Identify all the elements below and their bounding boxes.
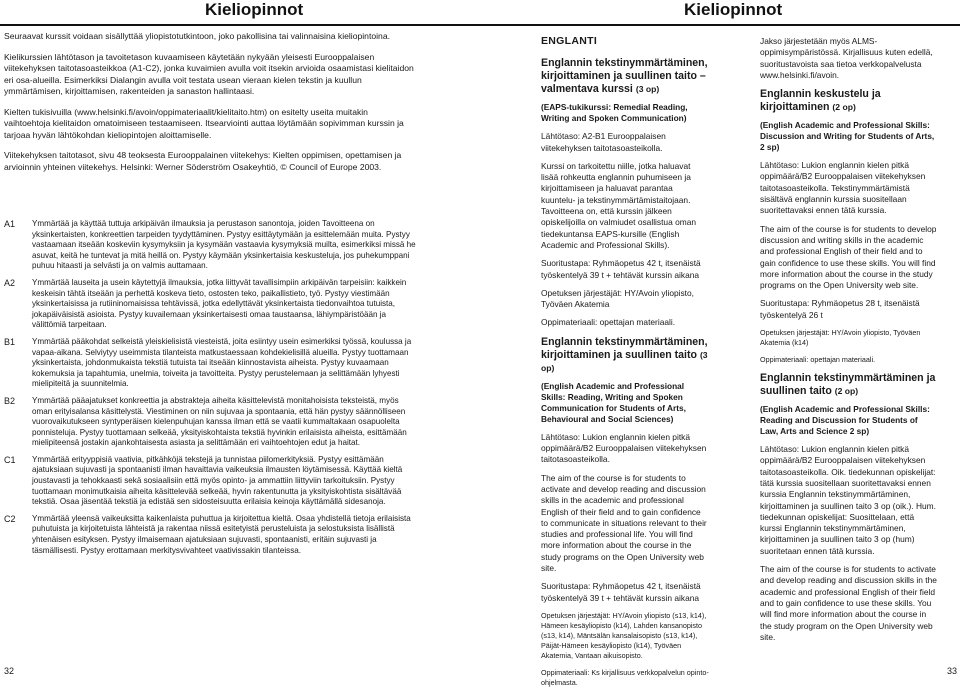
course-credits: (3 op) xyxy=(635,84,660,95)
course-material: Oppimateriaali: opettajan materiaali. xyxy=(541,317,676,328)
course-schedule: Suoritustapa: Ryhmäopetus 42 t, itsenäistä työskentelyä 39 t + tehtävät kurssin aikana xyxy=(541,581,701,603)
level-code: A2 xyxy=(4,277,16,288)
page-title: Kieliopinnot xyxy=(205,0,304,19)
course-name: Englannin tekstinymmärtäminen ja suullinen taito xyxy=(760,372,936,398)
level-row xyxy=(4,396,416,449)
course-title xyxy=(541,336,709,375)
level-code: C2 xyxy=(4,513,16,524)
level-description: Ymmärtää erityyppisiä vaativia, pitkähköjä tekstejä ja tunnistaa piilomerkityksiä. Pystyy esittämään ajatuksiaan sujuvasti ja spontaanisti ilman havaittavia vaikeuksia ilmausten löytämisessä. Käyttää kieltä joustavasti ja tehokkaasti sekä sosiaalisiin että myös opinto- ja ammattiin liittyviin tarkoituksiin. Pystyy tuottamaan monimutkaisia aiheita käsittelevää selkeää, hyvin rakentunutta ja yksityiskohtista sisältävää tekstiä. Osaa jäsentää tekstiä ja edistää sen sidosteisuutta erilaisia keinoja käyttämällä sidesanoja. xyxy=(32,454,403,507)
intro-paragraph: Kielikurssien lähtötason ja tavoitetason kuvaamiseen käytetään nykyään yleisesti Eurooppalaisen viitekehyksen taitotasoasteikkoa (A1-C2), jonka kuvaimien avulla voit itsekin arvioida osaamistasi kielitaidon eri osa-alueilla. Esimerkiksi Dialangin avulla voit testata usean vieraan kielen tekstin ja kuullun ymmärtämisen, kirjoittamisen, rakenteiden ja sanaston hallintaasi. xyxy=(4,51,414,96)
course-organizer: Opetuksen järjestäjät: HY/Avoin yliopisto, Työväen Akatemia (k14) xyxy=(760,328,921,348)
course-title xyxy=(760,88,938,114)
course-credits: (2 op) xyxy=(834,386,859,397)
course-material: Oppimateriaali: opettajan materiaali. xyxy=(760,355,876,365)
page-title: Kieliopinnot xyxy=(684,0,783,19)
intro-text xyxy=(4,31,416,182)
course-intro: Jakso järjestetään myös ALMS-oppimisympäristössä. Kirjallisuus kuten edellä, suoritustavoista saa tietoa verkkopalvelusta www.helsinki.fi/avoin. xyxy=(760,36,933,80)
level-row xyxy=(4,455,416,508)
level-code: B2 xyxy=(4,395,16,406)
header-divider xyxy=(0,24,480,26)
course-name: Englannin keskustelu ja kirjoittaminen xyxy=(760,88,881,114)
course-level: Lähtötaso: Lukion englannin kielen pitkä oppimäärä/B2 Eurooppalaisen viitekehyksen taitotasoasteikolla. xyxy=(541,431,707,465)
course-material: Oppimateriaali: Ks kirjallisuus verkkopalvelun opinto-ohjelmasta. xyxy=(541,667,709,687)
course-name: Englannin tekstinymmärtäminen, kirjoittaminen ja suullinen taito xyxy=(541,335,708,361)
course-organizer: Opetuksen järjestäjät: HY/Avoin yliopisto, Työväen Akatemia xyxy=(541,287,694,310)
level-code: A1 xyxy=(4,219,16,229)
course-description: The aim of the course is for students to activate and develop reading and discussion skills in the academic and professional English of their field and to gain confidence to communicate in situations relevant to their studies and professional life. You will find more information about the course in the study programs on the Open University web site. xyxy=(541,472,707,574)
course-description: Kurssi on tarkoitettu niille, jotka haluavat lisää rohkeutta englannin puhumiseen ja kirjoittamiseen ja haluavat parantaa kuuntelu- ja tekstinymmärtämistaitojaan. Tavoitteena on, että kurssin jälkeen opiskelijoilla on valmiudet osallistua oman tiedekuntansa EAPS-kursille (English Academic and Professional Skills). xyxy=(541,160,697,250)
level-row xyxy=(4,219,416,272)
source-citation: Viitekehyksen taitotasot, sivu 48 teoksesta Eurooppalainen viitekehys: Kielten oppimisen, opettamisen ja arvioinnin yhteinen viitekehys. Helsinki: Werner Söderström Osakeyhtiö, © Council of Europe 2003. xyxy=(4,150,402,172)
level-description: Ymmärtää lauseita ja usein käytettyjä ilmauksia, jotka liittyvät tavallisimpiin arkipäivän tarpeisiin: kaikkein keskeisin tähtä itseään ja perhettä koskeva tieto, ostosten teko, paikallistieto, työ. Pystyy viestimään yksinkertaisissa ja rutiininomaisissa tehtävissä, jotka edellyttävät yksinkertaista tiedonvaihtoa tutuista, jokapäiväisistä asioista. Pystyy kuvailemaan yksinkertaisesti omaa taustaansa, lähiympäristöään ja välittömiä tarpeitaan. xyxy=(32,277,407,330)
course-subtitle: (English Academic and Professional Skills: Reading and Discussion for Students of Law, Arts and Science 2 sp) xyxy=(760,404,930,437)
course-description: The aim of the course is for students to activate and develop reading and discussion skills in the academic and professional English of their field and to gain confidence to use these skills. You will find more information about the course in the study program on the Open University web site. xyxy=(760,564,937,642)
level-row xyxy=(4,337,416,390)
course-title xyxy=(760,372,938,398)
level-description: Ymmärtää yleensä vaikeuksitta kaikenlaista puhuttua ja kirjoitettua kieltä. Osaa yhdistellä tietoja erilaisista puhutuista ja kirjoitetuista lähteistä ja rakentaa niissä esitetyistä perusteluista ja selostuksista lisällistä yhtenäisen esityksen. Pystyy ilmaisemaan ajatuksiaan sujuvasti, spontaanisti, eritäin sujuvasti ja täsmällisesti. Pystyy erottamaan merkitysvivahteet vaativissakin tilanteissa. xyxy=(32,513,411,555)
page-number: 32 xyxy=(4,666,15,676)
course-title xyxy=(541,57,709,96)
level-code: C1 xyxy=(4,454,16,465)
course-level: Lähtötaso: Lukion englannin kielen pitkä oppimäärä/B2 Eurooppalaisen viitekehyksen taitotasoasteikolla. Tekstinymmärtämistä sisältävä englannin kurssia suositellaan suoritettavaksi ennen tätä kurssia. xyxy=(760,160,926,216)
course-level: Lähtötaso: Lukion englannin kielen pitkä oppimäärä/B2 Eurooppalaisen viitekehyksen taitotasoasteikolla. Oik. tiedekunnan opiskelijat: tätä kurssia suositellaan suoritettavaksi ennen kurssia Englannin tekstinymmärtäminen, kirjoittaminen ja suullinen taito 3 op (oik.). Hum. tiedekunnan opiskelijat: Suosittelaan, että kurssi Englannin tekstinymmärtäminen, kirjoittaminen ja suullinen taito 3 op (hum) suoritetaan ennen tätä kurssia. xyxy=(760,444,936,556)
level-code: B1 xyxy=(4,336,16,347)
right-page xyxy=(480,0,960,687)
course-column-2 xyxy=(760,36,938,650)
course-schedule: Suoritustapa: Ryhmäopetus 42 t, itsenäistä työskentelyä 39 t + tehtävät kurssin aikana xyxy=(541,258,701,280)
left-page xyxy=(0,0,480,677)
level-description: Ymmärtää ja käyttää tuttuja arkipäivän ilmauksia ja perustason sanontoja, joiden Tavoitteena on yksinkertaisten, konkreettien tarpeiden tyydyttäminen. Pystyy esittäytymään ja esittelemään muita. Pystyy vastaamaan itseään koskeviin kysymyksiin ja kysymään vastaavia kysymyksiä muilta, esimerkiksi missä he asuvat, keitä he tuntevat ja mitä heillä on. Pystyy käymään yksinkertaisia keskusteluja, jos puhekumppani puhuu hitaasti ja selvästi ja on valmis auttamaan. xyxy=(32,219,416,271)
level-row xyxy=(4,514,416,556)
course-level: Lähtötaso: A2-B1 Eurooppalaisen viitekehyksen taitotasoasteikolla. xyxy=(541,131,666,153)
course-subtitle: (EAPS-tukikurssi: Remedial Reading, Writing and Spoken Communication) xyxy=(541,102,688,124)
course-name: Englannin tekstinymmärtäminen, kirjoittaminen ja suullinen taito – valmentava kurssi xyxy=(541,57,708,96)
level-descriptors xyxy=(4,219,416,562)
intro-paragraph: Kielten tukisivuilla (www.helsinki.fi/avoin/oppimateriaalit/kielitaito.htm) on esitelty useita muitakin vaihtoehtoja kielitaidon omatoimiseen testaamiseen. Itsearviointi auttaa löytämään sopivimman kurssin ja tarjoaa hyvän lähtökohdan kieliopintojen aloittamiselle. xyxy=(4,106,404,140)
course-description: The aim of the course is for students to develop discussion and writing skills in the academic and professional English of their field and to gain confidence to use these skills. You will find more information about the course in the study programs on the Open University web site. xyxy=(760,223,937,291)
intro-paragraph: Seuraavat kurssit voidaan sisällyttää yliopistotutkintoon, joko pakollisina tai valinnaisina kieliopintoina. xyxy=(4,31,390,41)
course-organizer: Opetuksen järjestäjät: HY/Avoin yliopisto (s13, k14), Hämeen kesäyliopisto (k14), Lahden kansanopisto (s13, k14), Mäntsälän kansalaisopisto (s13, k14), Päijät-Hämeen kesäyliopisto (k14), Työväen Akatemia, Vantaan aikuisopisto. xyxy=(541,610,707,660)
level-row xyxy=(4,278,416,331)
course-schedule: Suoritustapa: Ryhmäopetus 28 t, itsenäistä työskentelyä 26 t xyxy=(760,298,920,320)
course-column-1 xyxy=(541,36,709,695)
course-subtitle: (English Academic and Professional Skills: Discussion and Writing for Students of Arts, 2 sp) xyxy=(760,120,935,153)
course-subtitle: (English Academic and Professional Skills: Reading, Writing and Spoken Communication for Students of Arts, Behavioural and Social Sciences) xyxy=(541,380,686,424)
header-divider xyxy=(480,24,960,26)
section-heading: ENGLANTI xyxy=(541,35,598,47)
course-credits: (2 op) xyxy=(832,102,856,113)
page-number: 33 xyxy=(947,666,958,676)
level-description: Ymmärtää pääkohdat selkeistä yleiskielisistä viesteistä, joita esiintyy usein esimerkiksi työssä, koulussa ja vapaa-aikana. Selviytyy useimmista tilanteista matkustaessaan kohdekielisillä alueilla. Pystyy tuottamaan yksinkertaista, johdonmukaista tekstiä tutuista tai itseään kiinnostavista aiheista. Pystyy kuvaamaan kokemuksia ja tapahtumia, unelmia, toiveita ja tavoitteita. Pystyy perustelemaan ja selittämään lyhyesti mielipiteitä ja suunnitelmia. xyxy=(32,336,412,389)
course-credits: (3 op) xyxy=(541,349,708,373)
level-description: Ymmärtää pääajatukset konkreettia ja abstrakteja aiheita käsittelevistä monitahoisista teksteistä, myös oman erityisalansa käsittelystä. Viestiminen on niin sujuvaa ja spontaania, että hän pystyy säännölliseen vuorovaikutukseen syntyperäisen kielenpuhujan kanssa ilman että se vaatii kummaltakaan osapuolelta ponnisteluja. Pystyy tuottamaan selkeää, yksityiskohtaista tekstiä hyvinkin erilaisista aiheista, esittämään mielipiteensä jostakin ajankohtaisesta asiasta ja selittämään eri vaihtoehtojen edut ja haitat. xyxy=(32,395,407,448)
